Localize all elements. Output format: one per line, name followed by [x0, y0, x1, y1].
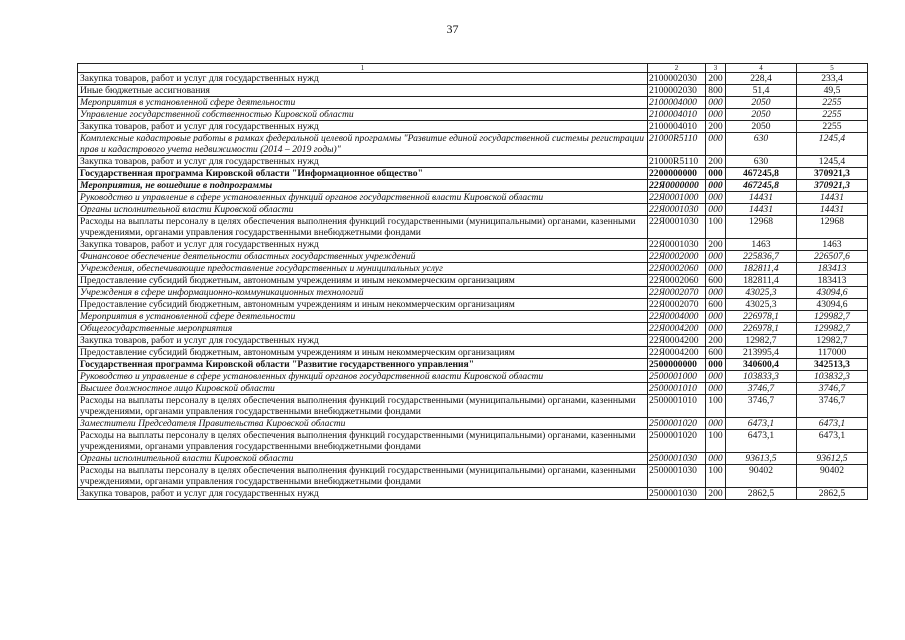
row-value-year2: 233,4: [797, 73, 868, 85]
row-code: 22Я0004000: [648, 311, 706, 323]
row-name: Государственная программа Кировской области "Развитие государственного управления": [78, 359, 648, 371]
row-value-year2: 370921,3: [797, 168, 868, 180]
row-value-year1: 43025,3: [726, 299, 797, 311]
row-expense-type: 000: [706, 383, 726, 395]
row-name: Закупка товаров, работ и услуг для государственных нужд: [78, 335, 648, 347]
row-name: Расходы на выплаты персоналу в целях обеспечения выполнения функций государственными (муниципальными) органами, казенными учреждениями, органами управления государственными внебюджетными фондами: [78, 430, 648, 453]
table-row: [78, 97, 868, 109]
row-expense-type: 000: [706, 204, 726, 216]
row-value-year2: 93612,5: [797, 453, 868, 465]
row-value-year1: 226978,1: [726, 311, 797, 323]
row-expense-type: 200: [706, 121, 726, 133]
row-value-year1: 2050: [726, 109, 797, 121]
row-code: 2100002030: [648, 73, 706, 85]
row-expense-type: 000: [706, 287, 726, 299]
row-expense-type: 800: [706, 85, 726, 97]
row-expense-type: 000: [706, 192, 726, 204]
row-expense-type: 600: [706, 299, 726, 311]
row-name: Иные бюджетные ассигнования: [78, 85, 648, 97]
row-expense-type: 100: [706, 465, 726, 488]
row-name: Финансовое обеспечение деятельности областных государственных учреждений: [78, 251, 648, 263]
row-value-year2: 3746,7: [797, 395, 868, 418]
row-value-year1: 6473,1: [726, 430, 797, 453]
row-value-year2: 43094,6: [797, 287, 868, 299]
header-col-code: 2: [648, 64, 706, 73]
table-row: [78, 465, 868, 488]
table-row: [78, 216, 868, 239]
row-value-year1: 228,4: [726, 73, 797, 85]
row-value-year2: 14431: [797, 204, 868, 216]
row-expense-type: 200: [706, 335, 726, 347]
row-code: 2500001010: [648, 383, 706, 395]
header-col-year1: 4: [726, 64, 797, 73]
row-name: Комплексные кадастровые работы в рамках федеральной целевой программы "Развитие единой государственной системы регистрации прав и кадастрового учета недвижимости (2014 – 2019 годы)": [78, 133, 648, 156]
row-code: 21000R5110: [648, 133, 706, 156]
row-expense-type: 000: [706, 359, 726, 371]
row-name: Руководство и управление в сфере установленных функций органов государственной власти Кировской области: [78, 192, 648, 204]
table-row: [78, 395, 868, 418]
row-code: 2100002030: [648, 85, 706, 97]
budget-table-body: [78, 64, 868, 500]
row-value-year2: 1245,4: [797, 156, 868, 168]
row-name: Органы исполнительной власти Кировской области: [78, 204, 648, 216]
table-row: [78, 168, 868, 180]
row-code: 2500001030: [648, 453, 706, 465]
row-code: 2100004010: [648, 109, 706, 121]
row-value-year1: 340600,4: [726, 359, 797, 371]
table-row: [78, 275, 868, 287]
table-row: [78, 311, 868, 323]
row-name: Расходы на выплаты персоналу в целях обеспечения выполнения функций государственными (муниципальными) органами, казенными учреждениями, органами управления государственными внебюджетными фондами: [78, 465, 648, 488]
row-value-year1: 12968: [726, 216, 797, 239]
row-name: Мероприятия в установленной сфере деятельности: [78, 97, 648, 109]
row-name: Предоставление субсидий бюджетным, автономным учреждениям и иным некоммерческим организациям: [78, 347, 648, 359]
row-expense-type: 000: [706, 323, 726, 335]
row-value-year1: 630: [726, 156, 797, 168]
row-value-year2: 2255: [797, 109, 868, 121]
row-value-year1: 630: [726, 133, 797, 156]
row-expense-type: 600: [706, 275, 726, 287]
table-row: [78, 453, 868, 465]
row-expense-type: 200: [706, 488, 726, 500]
row-value-year2: 342513,3: [797, 359, 868, 371]
table-row: [78, 430, 868, 453]
table-row: [78, 85, 868, 97]
row-value-year1: 90402: [726, 465, 797, 488]
row-code: 2500001020: [648, 418, 706, 430]
row-code: 21000R5110: [648, 156, 706, 168]
row-value-year2: 90402: [797, 465, 868, 488]
table-row: [78, 359, 868, 371]
row-code: 22Я0001030: [648, 204, 706, 216]
row-value-year2: 1245,4: [797, 133, 868, 156]
row-value-year2: 117000: [797, 347, 868, 359]
row-name: Закупка товаров, работ и услуг для государственных нужд: [78, 121, 648, 133]
row-value-year2: 370921,3: [797, 180, 868, 192]
row-value-year1: 3746,7: [726, 383, 797, 395]
row-expense-type: 000: [706, 418, 726, 430]
row-name: Учреждения в сфере информационно-коммуникационных технологий: [78, 287, 648, 299]
row-name: Предоставление субсидий бюджетным, автономным учреждениям и иным некоммерческим организациям: [78, 275, 648, 287]
row-code: 22Я0002070: [648, 287, 706, 299]
row-code: 2500001030: [648, 488, 706, 500]
row-value-year1: 12982,7: [726, 335, 797, 347]
row-value-year2: 103832,3: [797, 371, 868, 383]
row-value-year1: 3746,7: [726, 395, 797, 418]
row-expense-type: 100: [706, 395, 726, 418]
row-code: 22Я0004200: [648, 347, 706, 359]
row-code: 22Я0002060: [648, 263, 706, 275]
row-value-year1: 14431: [726, 192, 797, 204]
row-name: Расходы на выплаты персоналу в целях обеспечения выполнения функций государственными (муниципальными) органами, казенными учреждениями, органами управления государственными внебюджетными фондами: [78, 216, 648, 239]
row-code: 2500001000: [648, 371, 706, 383]
row-value-year2: 129982,7: [797, 311, 868, 323]
table-row: [78, 251, 868, 263]
row-name: Органы исполнительной власти Кировской области: [78, 453, 648, 465]
row-value-year1: 2050: [726, 97, 797, 109]
row-expense-type: 000: [706, 251, 726, 263]
row-value-year2: 3746,7: [797, 383, 868, 395]
table-row: [78, 347, 868, 359]
row-code: 22Я0004200: [648, 335, 706, 347]
row-expense-type: 000: [706, 263, 726, 275]
row-value-year2: 12982,7: [797, 335, 868, 347]
row-value-year2: 1463: [797, 239, 868, 251]
table-row: [78, 73, 868, 85]
table-row: [78, 156, 868, 168]
table-row: [78, 371, 868, 383]
table-row: [78, 383, 868, 395]
row-code: 22Я0004200: [648, 323, 706, 335]
header-col-year2: 5: [797, 64, 868, 73]
row-expense-type: 100: [706, 216, 726, 239]
row-name: Заместители Председателя Правительства Кировской области: [78, 418, 648, 430]
row-expense-type: 000: [706, 168, 726, 180]
row-name: Предоставление субсидий бюджетным, автономным учреждениям и иным некоммерческим организациям: [78, 299, 648, 311]
row-value-year1: 1463: [726, 239, 797, 251]
row-code: 22Я0000000: [648, 180, 706, 192]
table-row: [78, 323, 868, 335]
row-value-year2: 2255: [797, 97, 868, 109]
table-row: [78, 488, 868, 500]
row-code: 22Я0001000: [648, 192, 706, 204]
table-row: [78, 299, 868, 311]
row-code: 2500001010: [648, 395, 706, 418]
header-row: [78, 64, 868, 73]
row-code: 22Я0002000: [648, 251, 706, 263]
row-value-year1: 213995,4: [726, 347, 797, 359]
row-code: 2500000000: [648, 359, 706, 371]
row-name: Руководство и управление в сфере установленных функций органов государственной власти Кировской области: [78, 371, 648, 383]
table-row: [78, 287, 868, 299]
row-expense-type: 000: [706, 453, 726, 465]
row-expense-type: 000: [706, 180, 726, 192]
row-name: Учреждения, обеспечивающие предоставление государственных и муниципальных услуг: [78, 263, 648, 275]
row-value-year1: 103833,3: [726, 371, 797, 383]
table-row: [78, 192, 868, 204]
table-row: [78, 133, 868, 156]
table-row: [78, 263, 868, 275]
row-value-year2: 2862,5: [797, 488, 868, 500]
row-value-year1: 93613,5: [726, 453, 797, 465]
row-code: 22Я0001030: [648, 239, 706, 251]
row-name: Закупка товаров, работ и услуг для государственных нужд: [78, 73, 648, 85]
row-expense-type: 000: [706, 371, 726, 383]
row-value-year1: 225836,7: [726, 251, 797, 263]
header-col-name: 1: [78, 64, 648, 73]
budget-table: [77, 63, 868, 500]
row-value-year2: 6473,1: [797, 418, 868, 430]
row-value-year1: 467245,8: [726, 168, 797, 180]
row-expense-type: 000: [706, 97, 726, 109]
row-name: Государственная программа Кировской области "Информационное общество": [78, 168, 648, 180]
row-value-year1: 51,4: [726, 85, 797, 97]
page-number: 37: [446, 22, 459, 36]
row-value-year2: 49,5: [797, 85, 868, 97]
row-expense-type: 200: [706, 73, 726, 85]
row-name: Мероприятия в установленной сфере деятельности: [78, 311, 648, 323]
row-value-year2: 226507,6: [797, 251, 868, 263]
row-expense-type: 000: [706, 109, 726, 121]
table-row: [78, 180, 868, 192]
row-value-year2: 183413: [797, 263, 868, 275]
row-code: 22Я0001030: [648, 216, 706, 239]
table-row: [78, 121, 868, 133]
row-expense-type: 200: [706, 156, 726, 168]
row-value-year1: 467245,8: [726, 180, 797, 192]
row-code: 2500001020: [648, 430, 706, 453]
header-col-type: 3: [706, 64, 726, 73]
table-row: [78, 418, 868, 430]
row-code: 2200000000: [648, 168, 706, 180]
row-value-year2: 129982,7: [797, 323, 868, 335]
table-row: [78, 335, 868, 347]
row-value-year1: 182811,4: [726, 263, 797, 275]
row-name: Закупка товаров, работ и услуг для государственных нужд: [78, 156, 648, 168]
row-value-year1: 14431: [726, 204, 797, 216]
row-code: 2500001030: [648, 465, 706, 488]
row-name: Управление государственной собственностью Кировской области: [78, 109, 648, 121]
row-expense-type: 000: [706, 133, 726, 156]
row-name: Мероприятия, не вошедшие в подпрограммы: [78, 180, 648, 192]
row-expense-type: 200: [706, 239, 726, 251]
row-code: 22Я0002060: [648, 275, 706, 287]
row-expense-type: 600: [706, 347, 726, 359]
row-value-year2: 2255: [797, 121, 868, 133]
table-row: [78, 204, 868, 216]
row-value-year1: 2050: [726, 121, 797, 133]
row-code: 2100004010: [648, 121, 706, 133]
row-code: 2100004000: [648, 97, 706, 109]
row-name: Закупка товаров, работ и услуг для государственных нужд: [78, 239, 648, 251]
row-name: Высшее должностное лицо Кировской области: [78, 383, 648, 395]
row-value-year1: 2862,5: [726, 488, 797, 500]
row-expense-type: 100: [706, 430, 726, 453]
row-value-year1: 43025,3: [726, 287, 797, 299]
row-value-year2: 183413: [797, 275, 868, 287]
row-expense-type: 000: [706, 311, 726, 323]
row-code: 22Я0002070: [648, 299, 706, 311]
row-value-year2: 6473,1: [797, 430, 868, 453]
row-name: Закупка товаров, работ и услуг для государственных нужд: [78, 488, 648, 500]
row-value-year1: 182811,4: [726, 275, 797, 287]
table-row: [78, 239, 868, 251]
row-value-year2: 43094,6: [797, 299, 868, 311]
row-value-year2: 14431: [797, 192, 868, 204]
row-value-year2: 12968: [797, 216, 868, 239]
row-name: Расходы на выплаты персоналу в целях обеспечения выполнения функций государственными (муниципальными) органами, казенными учреждениями, органами управления государственными внебюджетными фондами: [78, 395, 648, 418]
row-value-year1: 226978,1: [726, 323, 797, 335]
row-name: Общегосударственные мероприятия: [78, 323, 648, 335]
table-row: [78, 109, 868, 121]
row-value-year1: 6473,1: [726, 418, 797, 430]
